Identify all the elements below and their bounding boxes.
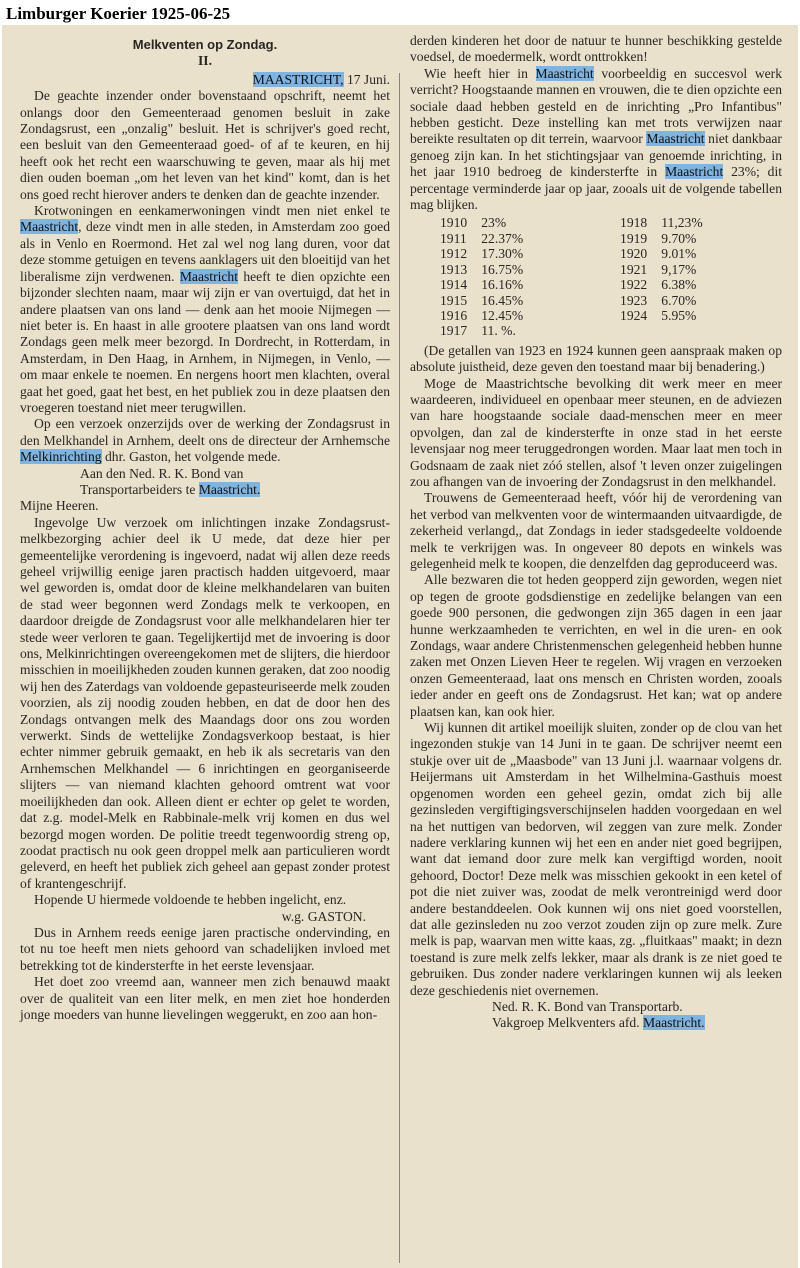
- dateline-place: MAASTRICHT,: [252, 71, 344, 87]
- paragraph-r2: Wie heeft hier in Maastricht voorbeeldig en succesvol werk verricht? Hoogstaande mannen en vrouwen, die te dien opzichte een sociale daad hebben gesteld en de inrichting „Pro Infantibus" hebben gesticht. Deze instelling kan met trots verwijzen naar bereikte resultaten op dit terrein, waarvoor Maastricht niet dankbaar genoeg zijn kan. In het stichtingsjaar van genoemde inrichting, in het jaar 1910 bedroeg de kindersterfte in Maastricht 23%; dit percentage verminderde jaar op jaar, zooals uit de volgende tabellen mag blijken.: [410, 65, 783, 213]
- table-cell: 1923: [620, 292, 648, 308]
- table-cell: 1921: [620, 261, 648, 277]
- paragraph-2: Krotwoningen en eenkamerwoningen vindt men niet enkel te Maastricht, deze vindt men in alle steden, in Amsterdam zoo goed als in Venlo en Roermond. Het zal wel nog lang duren, voor dat deze stomme getuigen en tevens aanklagers uit den bloeitijd van het liberalisme zijn verdwenen. Maastricht heeft te dien opzichte een bijzonder slechten naam, maar wij zijn er van overtuigd, dat het in andere plaatsen van ons land — denk aan het mooie Nijmegen — niet beter is. En haast in alle grootere plaatsen van ons land wordt Zondags geen melk meer bezorgd. In Dordrecht, in Rotterdam, in Amsterdam, in Den Haag, in Arnhem, in Nijmegen, in Venlo, — om maar enkele te noemen. En nergens hoort men klachten, overal gaat het goed, gaat het best, en het publiek zou in deze plaatsen den vroegeren toestand niet meer terugwillen.: [20, 203, 390, 415]
- table-cell: 5.95%: [661, 307, 697, 323]
- table-cell: 1918: [620, 215, 648, 231]
- table-cell: 1914: [440, 277, 468, 293]
- table-cell: 9.01%: [661, 246, 697, 262]
- table-cell: 1920: [620, 246, 648, 262]
- dateline-date: 17 Juni.: [346, 71, 390, 87]
- dateline: [20, 72, 390, 88]
- paragraph-5: Het doet zoo vreemd aan, wanneer men zich benauwd maakt over de qualiteit van een liter melk, en men ziet hoe honderden jonge moeders van hunne lievelingen weggerukt, en zoo aan hon-: [20, 974, 390, 1022]
- highlight-term: Maastricht: [179, 268, 238, 284]
- table-cell: 1915: [440, 292, 468, 308]
- table-row: [440, 262, 760, 277]
- table-cell: 1924: [620, 307, 648, 323]
- table-cell: 1913: [440, 261, 468, 277]
- table-cell: 22.37%: [481, 230, 524, 246]
- letter-signature: w.g. GASTON.: [281, 908, 366, 924]
- table-row: [440, 323, 760, 338]
- table-cell: 1919: [620, 230, 648, 246]
- table-row: [440, 308, 760, 323]
- table-cell: 9.70%: [661, 230, 697, 246]
- table-cell: 17.30%: [481, 246, 524, 262]
- column-divider: [399, 73, 400, 1263]
- table-cell: 1911: [440, 230, 467, 246]
- letter-closing: Hopende U hiermede voldoende te hebben ingelicht, enz.: [34, 892, 347, 908]
- highlight-term: Maastricht: [646, 131, 705, 147]
- highlight-term: Melkinrichting: [20, 449, 102, 465]
- table-cell: 12.45%: [481, 307, 524, 323]
- table-cell: 9,17%: [661, 261, 697, 277]
- table-cell: 11. %.: [481, 323, 516, 339]
- left-column: [20, 33, 390, 1023]
- publication-date: 1925-06-25: [150, 4, 231, 23]
- letter-salutation: Mijne Heeren.: [20, 498, 99, 514]
- table-row: [440, 231, 760, 246]
- table-cell: 1916: [440, 307, 468, 323]
- letter-address: Aan den Ned. R. K. Bond van Transportarbeiders te Maastricht.: [80, 465, 261, 497]
- highlight-term: Maastricht: [535, 65, 594, 81]
- table-cell: 6.38%: [661, 277, 697, 293]
- highlight-term: Maastricht.: [643, 1015, 705, 1031]
- table-row: [440, 293, 760, 308]
- table-cell: 11,23%: [661, 215, 703, 231]
- table-cell: 16.75%: [481, 261, 524, 277]
- article-title: Melkventen op Zondag.: [132, 37, 278, 52]
- paragraph-r5: Trouwens de Gemeenteraad heeft, vóór hij de verordening van het verbod van melkventen voor de wintermaanden uitvaardigde, de zekerheid verlangd,, dat Zondags in ieder stadsgedeelte voldoende melk te verkrijgen was. In ongeveer 80 depots en winkels was gelegenheid melk te koopen, die denzelfden dag geproduceerd was.: [410, 490, 782, 571]
- highlight-term: Maastricht.: [198, 481, 261, 497]
- table-cell: 6.70%: [661, 292, 697, 308]
- closing-signature: Ned. R. K. Bond van Transportarb. Vakgroep Melkventers afd. Maastricht.: [492, 998, 705, 1031]
- paragraph-1: De geachte inzender onder bovenstaand opschrift, neemt het onlangs door den Gemeenteraad genomen besluit in zake Zondagsrust, een „onzalig" besluit. Het is schrijver's goed recht, een besluit van den Gemeenteraad goed- of af te keuren, en hij heeft ook het recht een waarschuwing te geven, maar als hij met dien ouden boeman „om het leven van het kind" komt, dan is het ons goed recht hierover anders te denken dan de geachte inzender.: [20, 88, 390, 202]
- article-part: II.: [198, 53, 212, 69]
- paragraph-r6: Alle bezwaren die tot heden geopperd zijn geworden, wegen niet op tegen de groote godsdienstige en zedelijke belangen van een goede 900 personen, die gedwongen zijn 365 dagen in een jaar hunne werkzaamheden te verrichten, en wel in die uren- en ook Zondags, waar andere Christenmenschen gelegenheid hebben hunne zaken met Onzen Lieven Heer te regelen. Wij vragen en verzoeken onzen Gemeenteraad, laat ons mensch en Christen worden, zooals ieder ander en geeft ons de Zondagsrust. Het kan; wat op andere plaatsen kan, kan ook hier.: [410, 572, 782, 719]
- newspaper-name: Limburger Koerier: [6, 4, 147, 23]
- table-cell: [580, 323, 661, 338]
- highlight-term: Maastricht: [20, 219, 79, 235]
- paragraph-3: Op een verzoek onzerzijds over de werking der Zondagsrust in den Melkhandel in Arnhem, deelt ons de directeur der Arnhemsche Melkinrichting dhr. Gaston, het volgende mede.: [20, 416, 390, 465]
- paragraph-r3: (De getallen van 1923 en 1924 kunnen geen aanspraak maken op absolute juistheid, deze geven den toestand maar bij benadering.): [410, 342, 782, 375]
- table-cell: [661, 323, 760, 338]
- table-cell: 1917: [440, 323, 468, 339]
- mortality-table: [440, 215, 760, 338]
- table-row: [440, 215, 760, 230]
- table-row: [440, 277, 760, 292]
- table-cell: 16.45%: [481, 292, 524, 308]
- table-cell: 1910: [440, 215, 468, 231]
- paragraph-4: Dus in Arnhem reeds eenige jaren practische ondervinding, en tot nu toe heeft men niets gehoord van schadelijken invloed met betrekking tot de kindersterfte in het eerste levensjaar.: [20, 924, 390, 973]
- right-column: [410, 33, 782, 1032]
- table-row: [440, 246, 760, 261]
- paragraph-r1: derden kinderen het door de natuur te hunner beschikking gestelde voedsel, de moedermelk, wordt onttrokken!: [410, 33, 782, 65]
- table-cell: 16.16%: [481, 277, 524, 293]
- table-cell: 1912: [440, 246, 468, 262]
- letter-body: Ingevolge Uw verzoek om inlichtingen inzake Zondagsrust-melkbezorging achier deel ik U mede, dat deze hier per gemeentelijke verordening is ingevoerd, nadat wij allen deze reeds geheel vrijwillig eenige jaren practisch hadden uitgevoerd, maar wel geworden is, omdat door de kleine melkhandelaren van buiten de stad weer begonnen werd Zondags melk te verkoopen, en daardoor dreigde de Zondagsrust voor alle melkhandelaren hier ter stede weer verloren te gaan. Tegelijkertijd met de invoering is door ons, Melkinrichtingen overeengekomen met de slijters, die hierdoor misschien in moeilijkheden zouden kunnen geraken, dat zoo noodig wij hen des Zaterdags van voldoende gepasteuriseerde melk zouden voorzien, als zij noodig zouden hebben, en dat de door hen des Zondags ontvangen melk des Maandags door ons zou worden verwerkt. Sinds de wettelijke Zondagsverkoop bestaat, is hier echter nimmer gebruik gemaakt, en heb ik als secretaris van den Arnhemschen Melkhandel — 6 inrichtingen en georganiseerde slijters — van niemand klachten gehoord omtrent wat voor moeilijkheden dan ook. Alleen dient er echter op gelet te worden, dat z.g. model-Melk en Rabbinale-melk vrij komen en dus wel bezorgd mogen worden. De politie treedt tegenwoordig streng op, zoodat practisch nu ook geen droppel melk aan particulieren wordt geleverd, en heeft het publiek zich geheel aan gepast zonder protest of krantengeschrijf.: [20, 514, 390, 891]
- paragraph-r4: Moge de Maastrichtsche bevolking dit werk meer en meer waardeeren, individueel en openbaar meer steunen, en de adviezen van hare hoogstaande sociale daad-menschen meer en meer opvolgen, dan zal de kindersterfte in onze stad in het eerste levensjaar nog meer teruggedrongen worden. Maar laat men toch in Godsnaam de zaak niet zóó stellen, alsof 't leven onzer zuigelingen zou afhangen van de invoering der Zondagsrust in den melkhandel.: [410, 375, 782, 489]
- highlight-term: Maastricht: [665, 164, 724, 180]
- table-cell: 23%: [481, 215, 507, 231]
- table-cell: 1922: [620, 277, 648, 293]
- paragraph-r7: Wij kunnen dit artikel moeilijk sluiten, zonder op de clou van het ingezonden stukje van 14 Juni in te gaan. De schrijver neemt een stukje over uit de „Maasbode" van 13 Juni j.l. waarnaar volgens dr. Heijermans uit Amsterdam in het Wilhelmina-Gasthuis moest opgenomen worden een geheel gezin, omdat zich bij alle gezinsleden vergiftigingsverschijnselen hadden voorgedaan en wel na het nuttigen van bedorven, wil zeggen van zure melk. Zonder nadere verklaring kunnen wij het een en ander niet goed begrijpen, want dat iemand door zure melk kan vergiftigd worden, nooit gehoord, Doctor! Deze melk was misschien gekookt in een ketel of pot die niet zuiver was, zoodat de melk verontreinigd werd door andere bestanddeelen. Ook kunnen wij ons niet goed voorstellen, dat alle gezinsleden nu zoo verzot zouden zijn op zure melk. Zure melk is pap, waarvan men witte kaas, zg. „fluitkaas" maakt; in dezn toestand is zure melk zelfs lekker, maar als drank is ze niet goed te gebruiken. Dus zonder nadere verklaringen kunnen wij als leeken deze geschiedenis niet overnemen.: [410, 720, 782, 998]
- newspaper-clipping: [2, 25, 798, 1268]
- clipping-caption: [6, 4, 230, 24]
